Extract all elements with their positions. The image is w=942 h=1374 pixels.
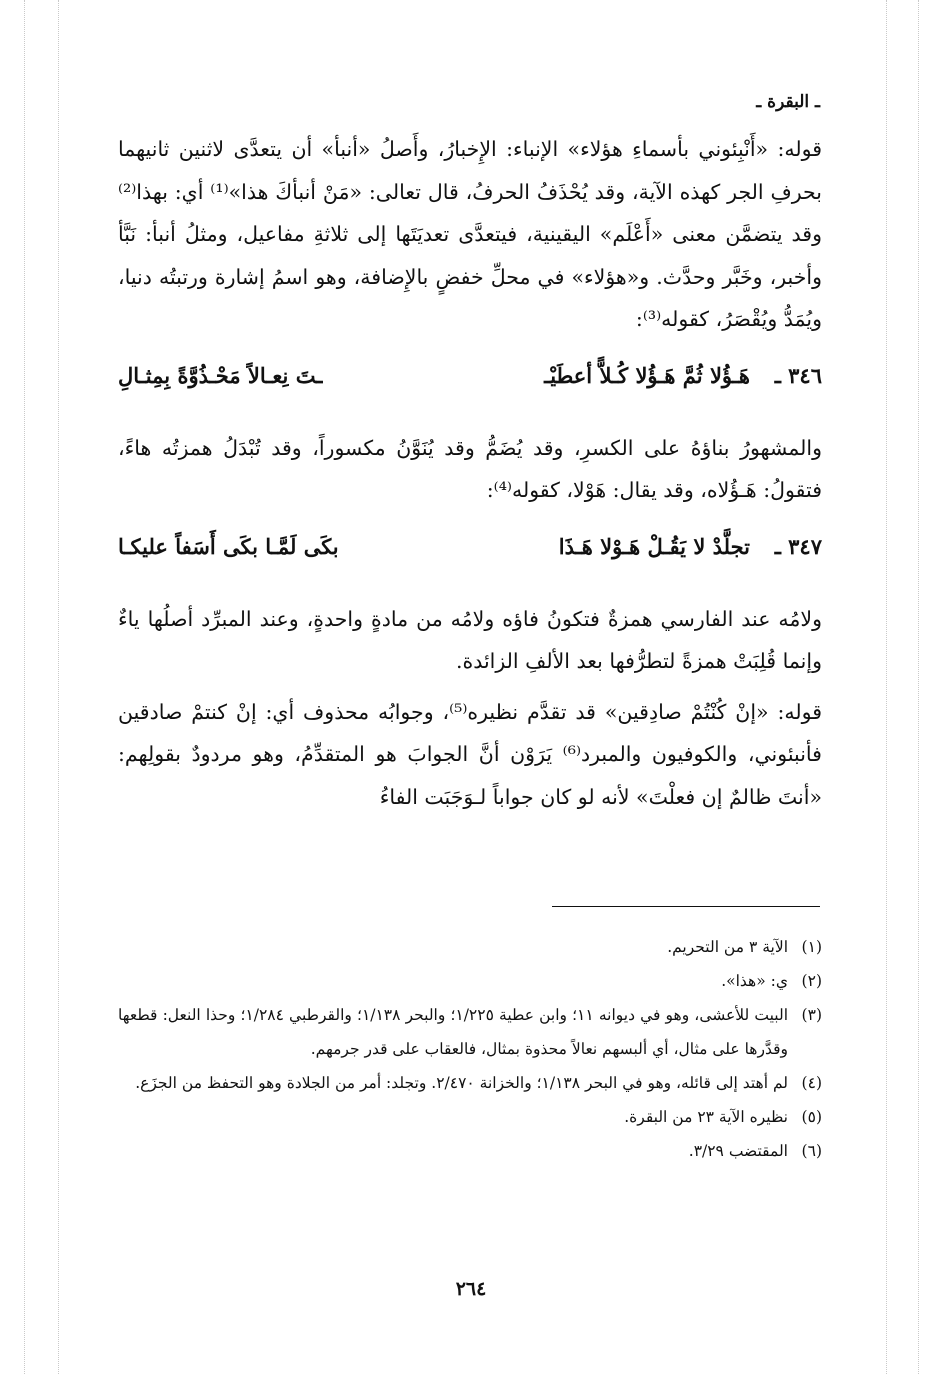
footnote (118, 998, 822, 1066)
footnote-text: المقتضب ٣/٢٩. (688, 1142, 788, 1160)
verse-347 (118, 526, 822, 568)
verse-hemistich-second: بكَى لَمَّـا بكَى أَسَفاً عليكـا (118, 533, 339, 559)
footnote-number: (٣) (801, 1006, 822, 1024)
scan-border-line (24, 0, 25, 1374)
verse-number: ٣٤٧ ـ (774, 533, 822, 559)
footnote-text: نظيره الآية ٢٣ من البقرة. (624, 1108, 788, 1126)
page-number: ٢٦٤ (455, 1278, 487, 1300)
paragraph: قوله: «أَنْبِئوني بأسماءِ هؤلاء» الإنباء: الإِخبارُ، وأَصلُ «أنبأ» أن يتعدَّى لاثنين ثانيهما بحرفِ الجر كهذه الآية، وقد يُحْذَفُ الحرفُ، قال تعالى: «مَنْ أنبأكَ هذا»⁽¹⁾ أي: بهذا⁽²⁾ وقد يتضمَّن معنى «أَعْلَم» اليقينية، فيتعدَّى تعديَتَها إلى ثلاثةِ مفاعيل، ومثلُ أنبأ: نَبَّأ وأخبر، وخَبَّر وحدَّث. و«هؤلاء» في محلِّ خفضٍ بالإِضافة، وهو اسمُ إشارة ورتبتُه دنيا، ويُمَدُّ ويُقْصَرُ، كقوله⁽³⁾: (118, 137, 822, 331)
footnote (118, 1100, 822, 1134)
footnote-number: (١) (801, 938, 822, 956)
footnote-text: الآية ٣ من التحريم. (667, 938, 788, 956)
paragraph: والمشهورُ بناؤهُ على الكسرِ، وقد يُضَمُّ وقد يُنَوَّنُ مكسوراً، وقد تُبْدَلُ همزتُه هاءً، فتقولُ: هَـؤُلاه، وقد يقال: هَوْلا، كقوله⁽⁴⁾: (118, 435, 822, 502)
footnote-text: البيت للأعشى، وهو في ديوانه ١١؛ وابن عطية ١/٢٢٥؛ والبحر ١/١٣٨؛ والقرطبي ١/٢٨٤؛ وحذا النعل: قطعها وقدَّرها على مثال، أي ألبسهم نعالاً محذوة بمثال، فالعقاب على قدر جرمهم. (118, 1006, 788, 1058)
verse-hemistich-first: تجلَّدْ لا يَقُـلْ هَـوْلا هَـذَا (558, 533, 750, 559)
verse-hemistich-first: هَـؤُلا ثُمَّ هَـؤُلا كُـلاًّ أعطَيْـ (544, 362, 750, 388)
running-title: ـ البقرة ـ (756, 92, 820, 112)
paragraph: قوله: «إنْ كُنْتُمْ صادِقين» قد تقدَّم نظيره⁽⁵⁾، وجوابُه محذوف أي: إنْ كنتمْ صادقين فأنبئوني، والكوفيون والمبرد⁽⁶⁾ يَرَوْن أنَّ الجوابَ هو المتقدِّمُ، وهو مردودٌ بقولِهم: «أنتَ ظالمٌ إن فعلْتَ» لأنه لو كان جواباً لـوَجَبَت الفاءُ (118, 699, 822, 809)
footnote-separator (552, 906, 820, 907)
verse-number: ٣٤٦ ـ (774, 362, 822, 388)
paragraph: ولامُه عند الفارسي همزةٌ فتكونُ فاؤه ولامُه من مادةٍ واحدةٍ، وعند المبرِّد أصلُها ياءٌ وإنما قُلِبَتْ همزةً لتطرُّفها بعد الألفِ الزائدة. (118, 606, 822, 673)
footnote (118, 1066, 822, 1100)
verse-346 (118, 355, 822, 397)
footnote (118, 930, 822, 964)
footnote-number: (٤) (801, 1074, 822, 1092)
footnote-number: (٢) (801, 972, 822, 990)
scan-border-line (58, 0, 59, 1374)
footnote-text: ي: «هذا». (721, 972, 788, 990)
scan-border-line (886, 0, 887, 1374)
footnote-number: (٦) (801, 1142, 822, 1160)
verse-hemistich-second: ـتَ نِعـالاً مَحْـذُوَّةً بِمِثـالِ (118, 362, 323, 388)
footnote-number: (٥) (801, 1108, 822, 1126)
footnotes (118, 930, 822, 1168)
footnote (118, 964, 822, 998)
footnote-text: لم أهتد إلى قائله، وهو في البحر ١/١٣٨؛ والخزانة ٢/٤٧٠. وتجلد: أمر من الجلادة وهو التحفظ من الجزَع. (135, 1074, 788, 1092)
footnote (118, 1134, 822, 1168)
main-text (118, 128, 822, 818)
scan-border-line (918, 0, 919, 1374)
